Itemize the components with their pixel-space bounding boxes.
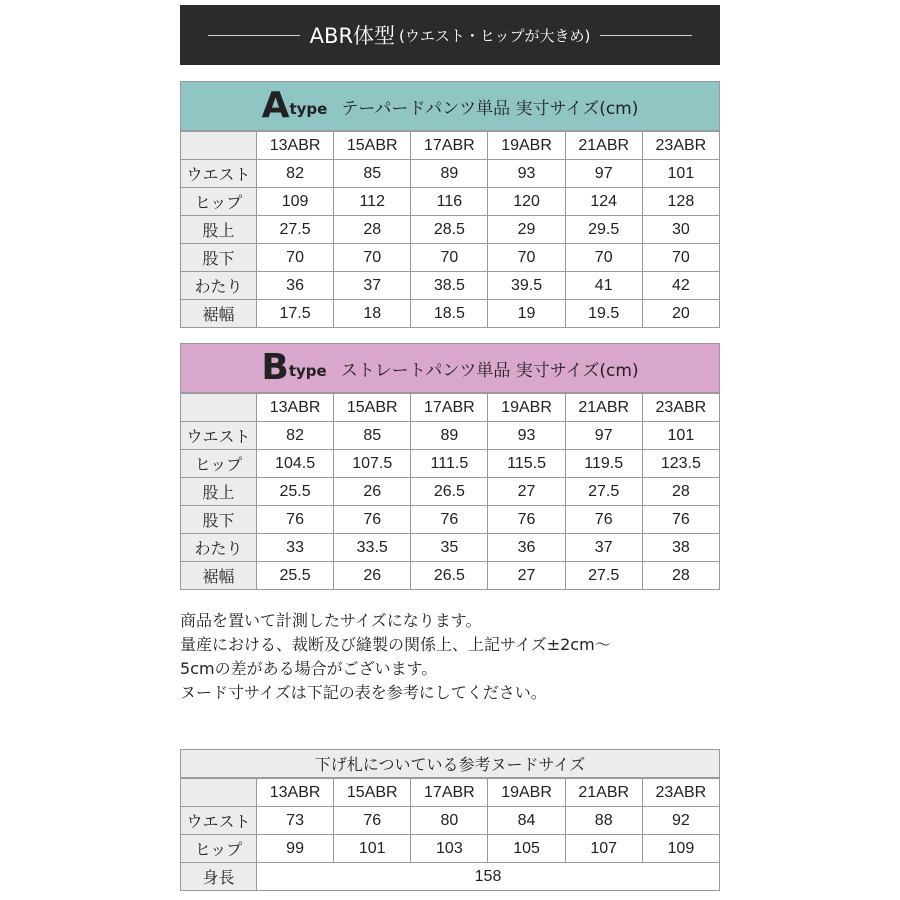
value-cell: 84 xyxy=(488,807,565,835)
type-a-size-table xyxy=(180,131,720,328)
value-cell: 82 xyxy=(257,422,334,450)
size-header-cell: 21ABR xyxy=(565,132,642,160)
size-header-cell: 17ABR xyxy=(411,394,488,422)
row-label: ウエスト xyxy=(181,160,257,188)
value-cell: 92 xyxy=(642,807,719,835)
size-header-cell: 13ABR xyxy=(257,394,334,422)
value-cell: 19 xyxy=(488,300,565,328)
value-cell: 27.5 xyxy=(565,478,642,506)
value-cell: 120 xyxy=(488,188,565,216)
type-b-letter: B xyxy=(261,347,289,388)
value-cell: 85 xyxy=(334,160,411,188)
value-cell: 70 xyxy=(642,244,719,272)
size-header-cell: 19ABR xyxy=(488,779,565,807)
value-cell: 97 xyxy=(565,422,642,450)
reference-section xyxy=(180,749,720,891)
value-cell: 93 xyxy=(488,160,565,188)
value-cell: 76 xyxy=(411,506,488,534)
reference-size-table xyxy=(180,778,720,891)
table-row xyxy=(181,534,720,562)
value-cell: 116 xyxy=(411,188,488,216)
row-label: 股下 xyxy=(181,244,257,272)
type-a-letter: A xyxy=(261,85,290,126)
type-a-type-word: type xyxy=(289,100,328,118)
value-cell: 101 xyxy=(642,160,719,188)
row-label: 裾幅 xyxy=(181,300,257,328)
value-cell: 109 xyxy=(642,835,719,863)
value-cell: 103 xyxy=(411,835,488,863)
value-cell: 88 xyxy=(565,807,642,835)
value-cell: 42 xyxy=(642,272,719,300)
value-cell: 37 xyxy=(334,272,411,300)
value-cell: 27.5 xyxy=(257,216,334,244)
value-cell: 115.5 xyxy=(488,450,565,478)
value-cell: 76 xyxy=(488,506,565,534)
table-row xyxy=(181,272,720,300)
value-cell: 119.5 xyxy=(565,450,642,478)
value-cell: 41 xyxy=(565,272,642,300)
notes xyxy=(180,609,740,705)
value-cell: 19.5 xyxy=(565,300,642,328)
note-line: 5cmの差がある場合がございます。 xyxy=(180,659,438,678)
table-row xyxy=(181,188,720,216)
value-cell: 70 xyxy=(488,244,565,272)
value-cell: 76 xyxy=(334,807,411,835)
table-row xyxy=(181,450,720,478)
size-header-cell: 13ABR xyxy=(257,132,334,160)
value-cell: 70 xyxy=(565,244,642,272)
value-cell: 25.5 xyxy=(257,478,334,506)
table-row xyxy=(181,300,720,328)
size-header-row xyxy=(181,779,720,807)
banner-right-rule xyxy=(600,35,692,36)
table-row xyxy=(181,863,720,891)
table-row xyxy=(181,562,720,590)
value-cell: 112 xyxy=(334,188,411,216)
value-cell: 33.5 xyxy=(334,534,411,562)
size-header-row xyxy=(181,132,720,160)
value-cell: 27 xyxy=(488,562,565,590)
value-cell: 38 xyxy=(642,534,719,562)
value-cell: 25.5 xyxy=(257,562,334,590)
type-b-section xyxy=(180,343,720,590)
size-header-cell: 23ABR xyxy=(642,394,719,422)
value-cell: 99 xyxy=(257,835,334,863)
value-cell: 76 xyxy=(642,506,719,534)
value-cell: 101 xyxy=(642,422,719,450)
size-header-row xyxy=(181,394,720,422)
value-cell: 26.5 xyxy=(411,478,488,506)
type-a-section xyxy=(180,81,720,328)
value-cell: 38.5 xyxy=(411,272,488,300)
value-cell: 89 xyxy=(411,160,488,188)
value-cell: 29 xyxy=(488,216,565,244)
row-label: 股上 xyxy=(181,478,257,506)
value-cell: 76 xyxy=(334,506,411,534)
table-row xyxy=(181,506,720,534)
value-cell: 28 xyxy=(334,216,411,244)
row-label: 裾幅 xyxy=(181,562,257,590)
header-corner-cell xyxy=(181,394,257,422)
value-cell: 36 xyxy=(488,534,565,562)
row-label: 股上 xyxy=(181,216,257,244)
value-cell: 27 xyxy=(488,478,565,506)
value-cell: 18 xyxy=(334,300,411,328)
value-cell: 70 xyxy=(257,244,334,272)
value-cell: 20 xyxy=(642,300,719,328)
value-cell: 76 xyxy=(565,506,642,534)
size-header-cell: 23ABR xyxy=(642,779,719,807)
table-row xyxy=(181,835,720,863)
height-value-cell: 158 xyxy=(257,863,720,891)
row-label: ヒップ xyxy=(181,188,257,216)
size-header-cell: 19ABR xyxy=(488,132,565,160)
size-header-cell: 23ABR xyxy=(642,132,719,160)
table-row xyxy=(181,216,720,244)
value-cell: 26.5 xyxy=(411,562,488,590)
size-header-cell: 15ABR xyxy=(334,132,411,160)
row-label: 股下 xyxy=(181,506,257,534)
value-cell: 101 xyxy=(334,835,411,863)
value-cell: 89 xyxy=(411,422,488,450)
row-label: ウエスト xyxy=(181,807,257,835)
table-row xyxy=(181,244,720,272)
type-b-size-table xyxy=(180,393,720,590)
value-cell: 26 xyxy=(334,562,411,590)
table-row xyxy=(181,807,720,835)
title-banner xyxy=(180,5,720,65)
value-cell: 93 xyxy=(488,422,565,450)
value-cell: 109 xyxy=(257,188,334,216)
type-b-description: ストレートパンツ単品 実寸サイズ(cm) xyxy=(340,360,639,381)
value-cell: 85 xyxy=(334,422,411,450)
value-cell: 28 xyxy=(642,478,719,506)
value-cell: 26 xyxy=(334,478,411,506)
banner-subtitle: (ウエスト・ヒップが大きめ) xyxy=(399,26,591,45)
value-cell: 128 xyxy=(642,188,719,216)
note-line: 量産における、裁断及び縫製の関係上、上記サイズ±2cm～ xyxy=(180,635,611,654)
value-cell: 35 xyxy=(411,534,488,562)
banner-left-rule xyxy=(208,35,300,36)
value-cell: 17.5 xyxy=(257,300,334,328)
size-header-cell: 13ABR xyxy=(257,779,334,807)
row-label: わたり xyxy=(181,272,257,300)
value-cell: 70 xyxy=(334,244,411,272)
header-corner-cell xyxy=(181,779,257,807)
value-cell: 107.5 xyxy=(334,450,411,478)
size-header-cell: 17ABR xyxy=(411,779,488,807)
size-header-cell: 17ABR xyxy=(411,132,488,160)
size-header-cell: 21ABR xyxy=(565,779,642,807)
value-cell: 27.5 xyxy=(565,562,642,590)
row-label: ヒップ xyxy=(181,450,257,478)
value-cell: 124 xyxy=(565,188,642,216)
value-cell: 80 xyxy=(411,807,488,835)
table-row xyxy=(181,422,720,450)
value-cell: 29.5 xyxy=(565,216,642,244)
value-cell: 39.5 xyxy=(488,272,565,300)
size-header-cell: 15ABR xyxy=(334,394,411,422)
value-cell: 36 xyxy=(257,272,334,300)
value-cell: 37 xyxy=(565,534,642,562)
value-cell: 73 xyxy=(257,807,334,835)
table-row xyxy=(181,160,720,188)
type-a-header xyxy=(180,81,720,131)
value-cell: 97 xyxy=(565,160,642,188)
banner-title: ABR体型 xyxy=(309,24,396,48)
row-label: ヒップ xyxy=(181,835,257,863)
size-header-cell: 21ABR xyxy=(565,394,642,422)
value-cell: 105 xyxy=(488,835,565,863)
row-label: わたり xyxy=(181,534,257,562)
value-cell: 18.5 xyxy=(411,300,488,328)
header-corner-cell xyxy=(181,132,257,160)
value-cell: 123.5 xyxy=(642,450,719,478)
row-label: ウエスト xyxy=(181,422,257,450)
type-b-type-word: type xyxy=(288,362,327,380)
value-cell: 111.5 xyxy=(411,450,488,478)
table-row xyxy=(181,478,720,506)
type-b-header xyxy=(180,343,720,393)
size-header-cell: 15ABR xyxy=(334,779,411,807)
value-cell: 33 xyxy=(257,534,334,562)
value-cell: 104.5 xyxy=(257,450,334,478)
value-cell: 82 xyxy=(257,160,334,188)
value-cell: 76 xyxy=(257,506,334,534)
size-header-cell: 19ABR xyxy=(488,394,565,422)
value-cell: 28.5 xyxy=(411,216,488,244)
value-cell: 28 xyxy=(642,562,719,590)
note-line: 商品を置いて計測したサイズになります。 xyxy=(180,611,482,630)
reference-title: 下げ札についている参考ヌードサイズ xyxy=(180,749,720,778)
value-cell: 107 xyxy=(565,835,642,863)
type-a-description: テーパードパンツ単品 実寸サイズ(cm) xyxy=(341,98,639,119)
note-line: ヌード寸サイズは下記の表を参考にしてください。 xyxy=(180,683,547,702)
row-label: 身長 xyxy=(181,863,257,891)
value-cell: 30 xyxy=(642,216,719,244)
value-cell: 70 xyxy=(411,244,488,272)
